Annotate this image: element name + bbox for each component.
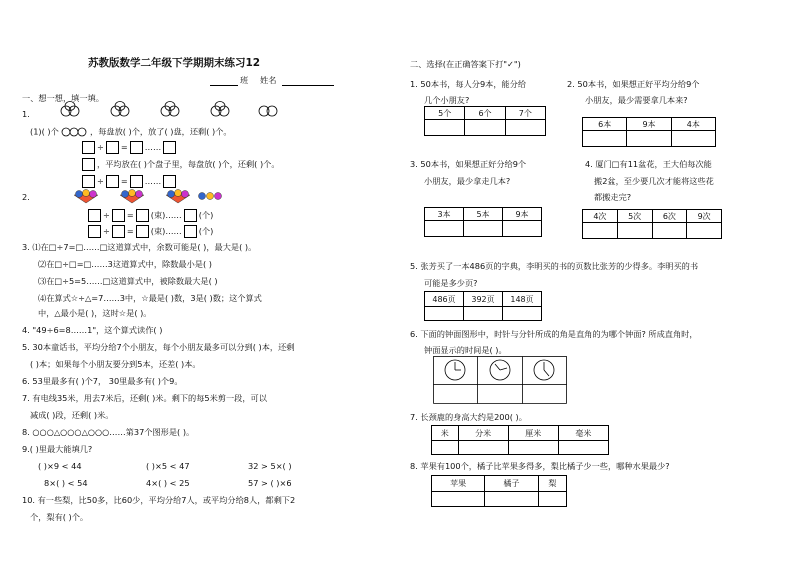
answer-box[interactable] bbox=[163, 175, 176, 188]
q1-number: 1. bbox=[22, 109, 30, 119]
answer-box[interactable] bbox=[106, 141, 119, 154]
bundle-1 bbox=[74, 190, 98, 204]
answer-cell[interactable] bbox=[458, 441, 508, 455]
option-cell: 3本 bbox=[425, 208, 464, 221]
apple-group-5 bbox=[259, 106, 277, 116]
q9-item: ( )×5 < 47 bbox=[146, 461, 190, 471]
option-cell: 厘米 bbox=[508, 426, 558, 441]
r4-line-a: 4. 厦门□有11盆花，王大伯每次能 bbox=[585, 159, 712, 169]
r5-line-b: 可能是多少页? bbox=[424, 278, 478, 288]
r6-line-a: 6. 下面的钟面图形中，时针与分针所成的角是直角的为哪个钟面? 所成直角时， bbox=[410, 329, 698, 339]
answer-cell[interactable] bbox=[508, 441, 558, 455]
answer-cell[interactable] bbox=[465, 120, 505, 136]
answer-box[interactable] bbox=[112, 209, 125, 222]
answer-box[interactable] bbox=[184, 225, 197, 238]
r5-options-table bbox=[424, 291, 542, 321]
q10-line-a: 10. 有一些梨，比50多，比60少，平均分给7人，或平均分给8人，都剩下2 bbox=[22, 495, 296, 505]
answer-cell[interactable] bbox=[583, 223, 618, 239]
page-title: 苏教版数学二年级下学期期末练习12 bbox=[88, 57, 261, 69]
apple-icon bbox=[61, 127, 87, 137]
option-cell: 9本 bbox=[503, 208, 542, 221]
option-cell: 米 bbox=[432, 426, 459, 441]
q3-line-1: 3. ⑴在□÷7=□……□这道算式中，余数可能是( )，最大是( )。 bbox=[22, 242, 257, 252]
answer-cell[interactable] bbox=[687, 223, 722, 239]
clock-icon bbox=[445, 360, 465, 380]
q10-line-b: 个，梨有( )个。 bbox=[30, 512, 89, 522]
q9-item: 32 > 5×( ) bbox=[248, 461, 292, 471]
section-1-heading: 一、想一想，填一填。 bbox=[22, 93, 104, 103]
name-blank bbox=[282, 85, 334, 86]
r4-line-c: 都搬走完? bbox=[594, 192, 632, 202]
option-cell: 6次 bbox=[652, 210, 687, 223]
option-cell: 毫米 bbox=[558, 426, 608, 441]
answer-box[interactable] bbox=[184, 209, 197, 222]
answer-cell[interactable] bbox=[464, 221, 503, 237]
answer-cell[interactable] bbox=[652, 223, 687, 239]
class-blank bbox=[210, 85, 238, 86]
bundle-3 bbox=[166, 190, 190, 204]
r1-options-table bbox=[424, 106, 546, 136]
option-cell: 4次 bbox=[583, 210, 618, 223]
option-cell: 392页 bbox=[464, 292, 503, 307]
q9-item: 57 > ( )×6 bbox=[248, 478, 292, 488]
r6-line-b: 钟面显示的时间是( )。 bbox=[424, 345, 507, 355]
answer-box[interactable] bbox=[130, 175, 143, 188]
option-cell: 6个 bbox=[465, 107, 505, 120]
option-cell: 5本 bbox=[464, 208, 503, 221]
q9-item: 8×( ) < 54 bbox=[44, 478, 88, 488]
option-cell: 6本 bbox=[583, 118, 627, 131]
q9-item: 4×( ) < 25 bbox=[146, 478, 190, 488]
option-cell: 486页 bbox=[425, 292, 464, 307]
clock-faces-table bbox=[433, 356, 567, 404]
q1-equation-2: ÷ = …… bbox=[80, 175, 178, 188]
answer-box[interactable] bbox=[136, 209, 149, 222]
answer-cell[interactable] bbox=[583, 131, 627, 147]
r1-line-a: 1. 50本书，每人分9本，能分给 bbox=[410, 79, 527, 89]
r2-options-table bbox=[582, 117, 716, 147]
r2-line-b: 小朋友，最少需要拿几本来? bbox=[585, 95, 688, 105]
answer-cell[interactable] bbox=[627, 131, 671, 147]
q6: 6. 53里最多有( )个7， 30里最多有( )个9。 bbox=[22, 376, 183, 386]
option-cell: 9本 bbox=[627, 118, 671, 131]
q3-line-5: 中，△最小是( )，这时☆是( )。 bbox=[38, 308, 152, 318]
option-cell: 苹果 bbox=[432, 476, 485, 492]
answer-cell[interactable] bbox=[671, 131, 715, 147]
q5-line-b: ( )本；如果每个小朋友要分到5本，还差( )本。 bbox=[30, 359, 201, 369]
r7: 7. 长颈鹿的身高大约是200( )。 bbox=[410, 412, 527, 422]
option-cell: 分米 bbox=[458, 426, 508, 441]
clock-icon bbox=[490, 360, 510, 380]
answer-cell[interactable] bbox=[425, 120, 465, 136]
r3-options-table bbox=[424, 207, 542, 237]
q1-line-c: ，平均放在( )个盘子里，每盘放( )个，还剩( )个。 bbox=[80, 158, 280, 171]
answer-box[interactable] bbox=[82, 141, 95, 154]
q3-line-3: ⑶在□÷5=5……□这道算式中，被除数最大是( ) bbox=[38, 276, 218, 286]
r2-line-a: 2. 50本书，如果想正好平均分给9个 bbox=[567, 79, 700, 89]
q4: 4. "49÷6=8……1"，这个算式读作( ) bbox=[22, 325, 163, 335]
q3-line-4: ⑷在算式☆÷△=7……3中，☆最是( )数，3是( )数；这个算式 bbox=[38, 293, 262, 303]
q1-equation-1: ÷ = …… bbox=[80, 141, 178, 154]
q2-equation-2: ÷ = (束)…… (个) bbox=[86, 225, 213, 238]
class-label: 班 bbox=[240, 75, 249, 85]
apple-groups-illustration bbox=[58, 101, 278, 119]
q7-line-b: 减成( )段，还剩( )米。 bbox=[30, 410, 114, 420]
clock-icon bbox=[534, 360, 554, 380]
answer-box[interactable] bbox=[130, 141, 143, 154]
q5-line-a: 5. 30本童话书，平均分给7个小朋友，每个小朋友最多可以分到( )本，还剩 bbox=[22, 342, 295, 352]
answer-cell[interactable] bbox=[432, 441, 459, 455]
option-cell: 橘子 bbox=[485, 476, 538, 492]
r3-line-a: 3. 50本书，如果想正好分给9个 bbox=[410, 159, 527, 169]
r4-options-table bbox=[582, 209, 722, 239]
answer-box[interactable] bbox=[136, 225, 149, 238]
option-cell: 梨 bbox=[538, 476, 566, 492]
r1-line-b: 几个小朋友? bbox=[424, 95, 470, 105]
answer-cell[interactable] bbox=[464, 307, 503, 321]
q9: 9.( )里最大能填几? bbox=[22, 444, 93, 454]
option-cell: 4本 bbox=[671, 118, 715, 131]
answer-box[interactable] bbox=[112, 225, 125, 238]
answer-cell[interactable] bbox=[503, 307, 542, 321]
answer-box[interactable] bbox=[82, 175, 95, 188]
answer-box[interactable] bbox=[163, 141, 176, 154]
answer-cell[interactable] bbox=[425, 307, 464, 321]
r4-line-b: 搬2盆，至少要几次才能将这些花 bbox=[594, 176, 714, 186]
r8-options-table bbox=[431, 475, 567, 507]
option-cell: 9次 bbox=[687, 210, 722, 223]
q9-item: ( )×9 < 44 bbox=[38, 461, 82, 471]
r7-options-table bbox=[431, 425, 609, 455]
option-cell: 7个 bbox=[505, 107, 545, 120]
bundle-2 bbox=[120, 190, 144, 204]
q8: 8. ○○○△○○○△○○○……第37个图形是( )。 bbox=[22, 427, 195, 437]
r8: 8. 苹果有100个，橘子比苹果多得多，梨比橘子少一些，哪种水果最少? bbox=[410, 461, 670, 471]
answer-cell[interactable] bbox=[617, 223, 652, 239]
answer-box[interactable] bbox=[88, 225, 101, 238]
q3-line-2: ⑵在□÷□=□……3这道算式中，除数最小是( ) bbox=[38, 259, 212, 269]
answer-box[interactable] bbox=[82, 158, 95, 171]
option-cell: 5次 bbox=[617, 210, 652, 223]
flower-bundles-illustration bbox=[72, 189, 242, 205]
r5-line-a: 5. 张芳买了一本486页的字典，李明买的书的页数比张芳的少得多。李明买的书 bbox=[410, 261, 699, 271]
option-cell: 5个 bbox=[425, 107, 465, 120]
answer-cell[interactable] bbox=[432, 492, 485, 507]
name-label: 姓名 bbox=[260, 75, 277, 85]
apple-group-3 bbox=[161, 102, 179, 117]
answer-cell[interactable] bbox=[505, 120, 545, 136]
answer-box[interactable] bbox=[88, 209, 101, 222]
r3-line-b: 小朋友，最少拿走几本? bbox=[424, 176, 511, 186]
q2-equation-1: ÷ = (束)…… (个) bbox=[86, 209, 213, 222]
answer-cell[interactable] bbox=[558, 441, 608, 455]
answer-cell[interactable] bbox=[503, 221, 542, 237]
apple-group-4 bbox=[211, 102, 229, 117]
answer-cell[interactable] bbox=[425, 221, 464, 237]
answer-cell[interactable] bbox=[485, 492, 538, 507]
apple-group-1 bbox=[61, 102, 79, 117]
loose-flowers bbox=[199, 193, 222, 200]
q7-line-a: 7. 有电线35米，用去7米后，还剩( )米。剩下的每5米剪一段，可以 bbox=[22, 393, 267, 403]
answer-box[interactable] bbox=[106, 175, 119, 188]
answer-cell[interactable] bbox=[538, 492, 566, 507]
section-2-heading: 二、选择(在正确答案下打"✓") bbox=[410, 59, 521, 69]
apple-group-2 bbox=[111, 102, 129, 117]
q2-number: 2. bbox=[22, 192, 30, 202]
q1-line-a: (1)( )个 ，每盘放( )个，放了( )盘，还剩( )个。 bbox=[30, 126, 232, 137]
option-cell: 148页 bbox=[503, 292, 542, 307]
